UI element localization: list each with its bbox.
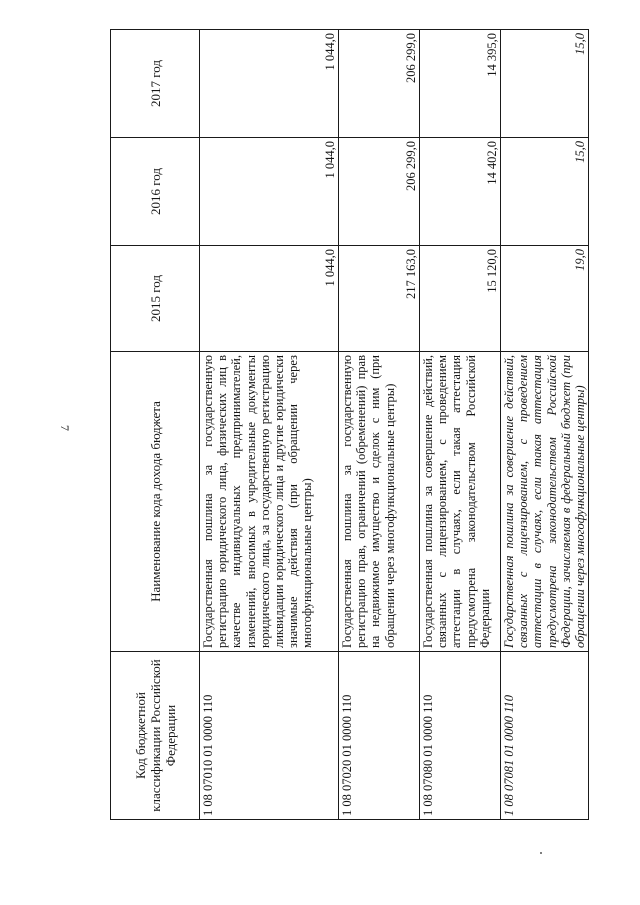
row-code: 1 08 07081 01 0000 110 bbox=[501, 652, 589, 820]
budget-income-table bbox=[110, 29, 589, 820]
row-2017: 206 299,0 bbox=[339, 30, 420, 138]
header-name: Наименование кода дохода бюджета bbox=[111, 352, 200, 652]
row-name: Государственная пошлина за совершение действий, связанных с лицензированием, с проведением аттестации в случаях, если такая аттестация предусмотрена законодательством Российской Федерации bbox=[420, 352, 501, 652]
header-2017: 2017 год bbox=[111, 30, 200, 138]
row-name: Государственная пошлина за государственную регистрацию прав, ограничений (обременений) прав на недвижимое имущество и сделок с ним (при обращении через многофункциональные центры) bbox=[339, 352, 420, 652]
table-row bbox=[501, 30, 589, 820]
row-2015: 217 163,0 bbox=[339, 246, 420, 352]
row-name: Государственная пошлина за государственную регистрацию юридического лица, физических лиц в качестве индивидуальных предпринимателей, изменений, вносимых в учредительные документы юридического лица, за государственную регистрацию ликвидации юридического лица и другие юридически значимые действия (при обращении через многофункциональные центры) bbox=[200, 352, 339, 652]
row-2015: 15 120,0 bbox=[420, 246, 501, 352]
row-name: Государственная пошлина за совершение действий, связанных с лицензированием, с проведением аттестации в случаях, если такая аттестация предусмотрена законодательством Российской Федерации, зачисляемая в федеральный бюджет (при обращении через многофункциональные центры) bbox=[501, 352, 589, 652]
row-2016: 206 299,0 bbox=[339, 138, 420, 246]
row-2015: 19,0 bbox=[501, 246, 589, 352]
row-2017: 15,0 bbox=[501, 30, 589, 138]
row-2016: 15,0 bbox=[501, 138, 589, 246]
row-2017: 14 395,0 bbox=[420, 30, 501, 138]
table-header-row bbox=[111, 30, 200, 820]
table-row bbox=[200, 30, 339, 820]
header-2015: 2015 год bbox=[111, 246, 200, 352]
row-code: 1 08 07020 01 0000 110 bbox=[339, 652, 420, 820]
table-row bbox=[420, 30, 501, 820]
page-number: 7 bbox=[58, 425, 72, 431]
table-row bbox=[339, 30, 420, 820]
row-2016: 14 402,0 bbox=[420, 138, 501, 246]
row-code: 1 08 07080 01 0000 110 bbox=[420, 652, 501, 820]
row-code: 1 08 07010 01 0000 110 bbox=[200, 652, 339, 820]
row-2015: 1 044,0 bbox=[200, 246, 339, 352]
header-2016: 2016 год bbox=[111, 138, 200, 246]
row-2017: 1 044,0 bbox=[200, 30, 339, 138]
row-2016: 1 044,0 bbox=[200, 138, 339, 246]
header-code: Код бюджетной классификации Российской Федерации bbox=[111, 652, 200, 820]
scan-speck bbox=[540, 852, 542, 854]
